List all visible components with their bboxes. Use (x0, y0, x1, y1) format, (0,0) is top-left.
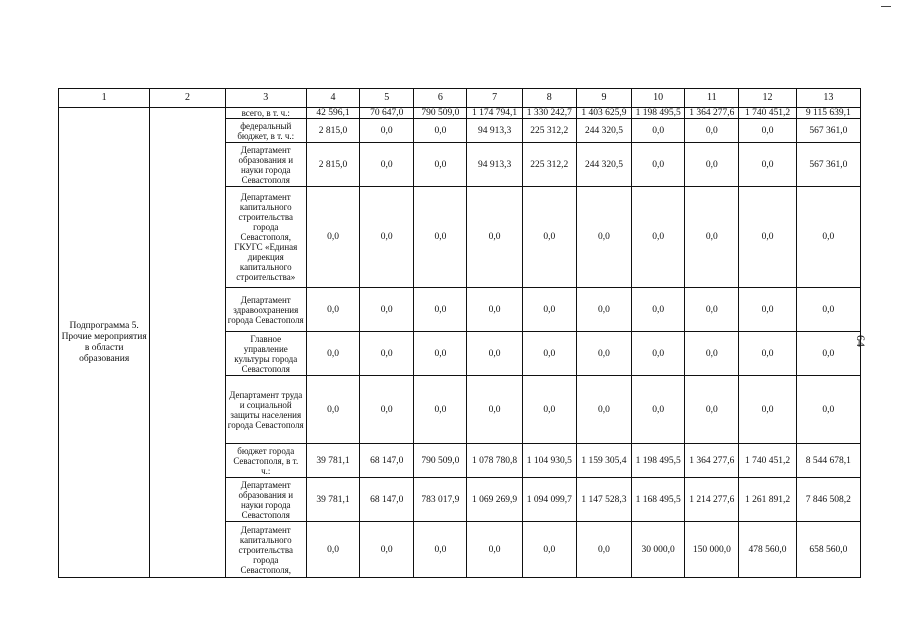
value-cell: 94 913,3 (467, 143, 522, 187)
value-cell: 0,0 (360, 376, 414, 444)
value-cell: 0,0 (632, 288, 685, 332)
value-cell: 0,0 (306, 187, 359, 288)
value-cell: 39 781,1 (306, 444, 359, 478)
value-cell: 0,0 (739, 332, 796, 376)
value-cell: 225 312,2 (522, 119, 576, 143)
value-cell: 225 312,2 (522, 143, 576, 187)
row-label: Департамент здравоохранения города Севастополя (225, 288, 306, 332)
value-cell: 658 560,0 (796, 522, 860, 578)
scan-mark (881, 6, 891, 7)
row-label: Департамент труда и социальной защиты населения города Севастополя (225, 376, 306, 444)
value-cell: 244 320,5 (576, 143, 631, 187)
value-cell: 39 781,1 (306, 478, 359, 522)
value-cell: 1 159 305,4 (576, 444, 631, 478)
value-cell: 0,0 (467, 522, 522, 578)
value-cell: 1 740 451,2 (739, 108, 796, 119)
value-cell: 30 000,0 (632, 522, 685, 578)
header-cell: 6 (414, 89, 467, 108)
header-cell: 12 (739, 89, 796, 108)
value-cell: 0,0 (685, 187, 739, 288)
header-cell: 7 (467, 89, 522, 108)
value-cell: 0,0 (796, 187, 860, 288)
header-cell: 10 (632, 89, 685, 108)
row-label: Главное управление культуры города Севастополя (225, 332, 306, 376)
value-cell: 0,0 (467, 332, 522, 376)
value-cell: 1 364 277,6 (685, 108, 739, 119)
row-label: Департамент капитального строительства города Севастополя, ГКУГС «Единая дирекция капитального строительства» (225, 187, 306, 288)
row-label: федеральный бюджет, в т. ч.: (225, 119, 306, 143)
value-cell: 0,0 (576, 288, 631, 332)
value-cell: 0,0 (522, 376, 576, 444)
row-label: Департамент капитального строительства города Севастополя, (225, 522, 306, 578)
value-cell: 9 115 639,1 (796, 108, 860, 119)
value-cell: 1 168 495,5 (632, 478, 685, 522)
header-cell: 5 (360, 89, 414, 108)
row-label: Департамент образования и науки города Севастополя (225, 143, 306, 187)
value-cell: 0,0 (685, 119, 739, 143)
value-cell: 94 913,3 (467, 119, 522, 143)
value-cell: 1 147 528,3 (576, 478, 631, 522)
value-cell: 0,0 (632, 143, 685, 187)
value-cell: 0,0 (306, 522, 359, 578)
value-cell: 783 017,9 (414, 478, 467, 522)
value-cell: 68 147,0 (360, 478, 414, 522)
value-cell: 0,0 (739, 187, 796, 288)
value-cell: 0,0 (632, 187, 685, 288)
header-cell: 11 (685, 89, 739, 108)
value-cell: 0,0 (414, 187, 467, 288)
value-cell: 8 544 678,1 (796, 444, 860, 478)
subprogram-cell: Подпрограмма 5. Прочие мероприятия в области образования (59, 108, 150, 578)
value-cell: 0,0 (739, 119, 796, 143)
table-row (59, 108, 861, 119)
value-cell: 0,0 (360, 143, 414, 187)
value-cell: 0,0 (685, 332, 739, 376)
header-cell: 2 (150, 89, 225, 108)
page-number: 64 (854, 335, 868, 347)
value-cell: 244 320,5 (576, 119, 631, 143)
value-cell: 0,0 (522, 288, 576, 332)
value-cell: 70 647,0 (360, 108, 414, 119)
value-cell: 68 147,0 (360, 444, 414, 478)
value-cell: 0,0 (360, 288, 414, 332)
value-cell: 790 509,0 (414, 444, 467, 478)
value-cell: 1 330 242,7 (522, 108, 576, 119)
value-cell: 0,0 (414, 376, 467, 444)
value-cell: 0,0 (360, 522, 414, 578)
value-cell: 1 261 891,2 (739, 478, 796, 522)
value-cell: 1 069 269,9 (467, 478, 522, 522)
row-label: Департамент образования и науки города Севастополя (225, 478, 306, 522)
value-cell: 1 078 780,8 (467, 444, 522, 478)
value-cell: 42 596,1 (306, 108, 359, 119)
value-cell: 0,0 (306, 288, 359, 332)
header-cell: 13 (796, 89, 860, 108)
value-cell: 1 104 930,5 (522, 444, 576, 478)
header-row (59, 89, 861, 108)
value-cell: 0,0 (739, 288, 796, 332)
header-cell: 8 (522, 89, 576, 108)
value-cell: 0,0 (576, 332, 631, 376)
value-cell: 0,0 (360, 119, 414, 143)
value-cell: 1 740 451,2 (739, 444, 796, 478)
value-cell: 7 846 508,2 (796, 478, 860, 522)
value-cell: 0,0 (467, 288, 522, 332)
value-cell: 0,0 (739, 376, 796, 444)
value-cell: 0,0 (414, 522, 467, 578)
value-cell: 0,0 (739, 143, 796, 187)
header-cell: 4 (306, 89, 359, 108)
value-cell: 0,0 (632, 119, 685, 143)
value-cell: 0,0 (685, 143, 739, 187)
value-cell: 0,0 (576, 187, 631, 288)
header-cell: 1 (59, 89, 150, 108)
value-cell: 2 815,0 (306, 119, 359, 143)
header-cell: 9 (576, 89, 631, 108)
value-cell: 478 560,0 (739, 522, 796, 578)
value-cell: 0,0 (467, 376, 522, 444)
value-cell: 567 361,0 (796, 119, 860, 143)
header-cell: 3 (225, 89, 306, 108)
value-cell: 790 509,0 (414, 108, 467, 119)
value-cell: 0,0 (576, 376, 631, 444)
value-cell: 567 361,0 (796, 143, 860, 187)
value-cell: 1 174 794,1 (467, 108, 522, 119)
value-cell: 2 815,0 (306, 143, 359, 187)
value-cell: 1 364 277,6 (685, 444, 739, 478)
value-cell: 0,0 (796, 288, 860, 332)
value-cell: 0,0 (360, 187, 414, 288)
value-cell: 0,0 (796, 332, 860, 376)
row-label: бюджет города Севастополя, в т. ч.: (225, 444, 306, 478)
value-cell: 1 198 495,5 (632, 444, 685, 478)
row-label: всего, в т. ч.: (225, 108, 306, 119)
value-cell: 1 214 277,6 (685, 478, 739, 522)
value-cell: 0,0 (414, 332, 467, 376)
value-cell: 0,0 (522, 187, 576, 288)
value-cell: 0,0 (414, 288, 467, 332)
budget-table (58, 88, 861, 578)
value-cell: 1 198 495,5 (632, 108, 685, 119)
value-cell: 0,0 (522, 522, 576, 578)
value-cell: 1 403 625,9 (576, 108, 631, 119)
value-cell: 0,0 (414, 143, 467, 187)
value-cell: 0,0 (522, 332, 576, 376)
value-cell: 0,0 (306, 332, 359, 376)
value-cell: 0,0 (467, 187, 522, 288)
value-cell: 0,0 (576, 522, 631, 578)
value-cell: 0,0 (796, 376, 860, 444)
value-cell: 0,0 (632, 332, 685, 376)
value-cell: 0,0 (360, 332, 414, 376)
value-cell: 0,0 (306, 376, 359, 444)
value-cell: 150 000,0 (685, 522, 739, 578)
value-cell: 0,0 (685, 376, 739, 444)
value-cell: 0,0 (685, 288, 739, 332)
value-cell: 1 094 099,7 (522, 478, 576, 522)
value-cell: 0,0 (632, 376, 685, 444)
value-cell: 0,0 (414, 119, 467, 143)
empty-cell (150, 108, 225, 578)
